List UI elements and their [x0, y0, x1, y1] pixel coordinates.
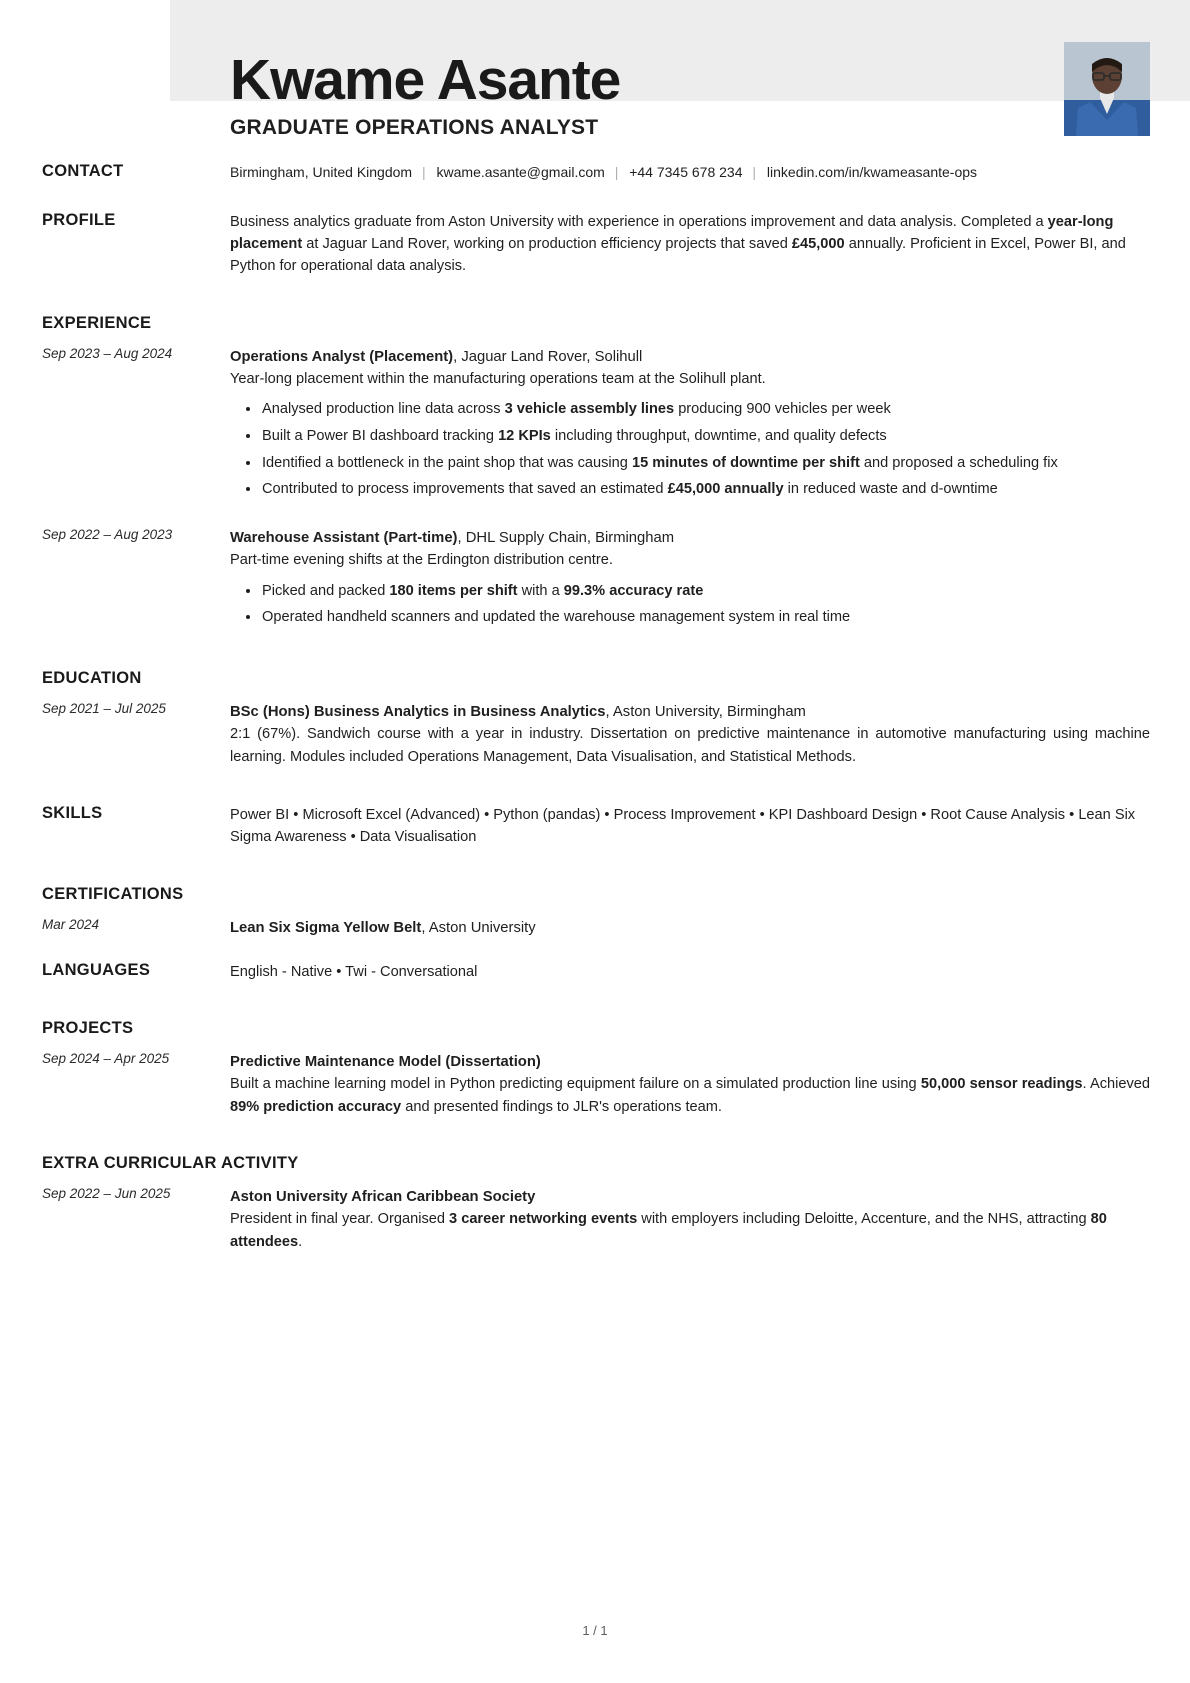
entry-summary: Year-long placement within the manufacturing operations team at the Solihull plant.	[230, 370, 766, 387]
contact-separator-icon: |	[752, 164, 757, 180]
section-education-heading	[42, 669, 1150, 688]
skill-item: Data Visualisation	[359, 829, 477, 846]
language-item: Twi - Conversational	[345, 963, 478, 980]
section-title-skills: SKILLS	[42, 804, 103, 823]
section-experience-heading	[42, 314, 1150, 333]
skill-item: Power BI	[230, 807, 290, 824]
emphasis-text: 12 KPIs	[498, 427, 551, 444]
emphasis-text: 3 career networking events	[449, 1211, 638, 1228]
section-certifications-heading	[42, 885, 1150, 904]
plain-text: including throughput, downtime, and quality defects	[550, 427, 887, 444]
entry-row	[42, 527, 1150, 633]
contact-section-label-wrap	[42, 162, 230, 181]
certifications-section-label-wrap	[42, 885, 230, 904]
entry-date-range: Sep 2022 – Jun 2025	[42, 1186, 171, 1202]
bullet-separator-icon: •	[346, 829, 360, 846]
section-title-projects: PROJECTS	[42, 1018, 134, 1037]
contact-phone[interactable]: +44 7345 678 234	[629, 164, 743, 180]
entry-title-primary: Predictive Maintenance Model (Dissertation)	[230, 1053, 541, 1070]
entry-description	[230, 1073, 1150, 1118]
experience-entries	[42, 346, 1150, 633]
entry-title-primary: Warehouse Assistant (Part-time)	[230, 529, 458, 546]
projects-section-label-wrap	[42, 1019, 230, 1038]
section-title-education: EDUCATION	[42, 668, 142, 687]
entry-date-wrap	[42, 527, 230, 542]
entry-title-secondary: , Aston University	[421, 919, 536, 936]
entry-title-primary: BSc (Hons) Business Analytics in Business Analytics	[230, 703, 606, 720]
entry-date-wrap	[42, 701, 230, 716]
job-title-subtitle: GRADUATE OPERATIONS ANALYST	[230, 116, 599, 139]
list-item	[262, 606, 1150, 629]
entry-row	[42, 1051, 1150, 1118]
certification-entries	[42, 917, 1150, 939]
entry-row	[42, 346, 1150, 505]
entry-date-wrap	[42, 1186, 230, 1201]
plain-text: Contributed to process improvements that saved an estimated	[262, 481, 668, 498]
contact-linkedin[interactable]: linkedin.com/in/kwameasante-ops	[766, 164, 978, 180]
entry-summary: Part-time evening shifts at the Erdington distribution centre.	[230, 551, 613, 568]
entry-title	[230, 701, 1150, 723]
entry-date-wrap	[42, 917, 230, 932]
entry-title-secondary: , Jaguar Land Rover, Solihull	[453, 348, 643, 365]
emphasis-text: 15 minutes of downtime per shift	[631, 454, 860, 471]
plain-text: Built a machine learning model in Python predicting equipment failure on a simulated production line using	[230, 1076, 921, 1093]
skill-item: Lean Six Sigma Awareness	[230, 807, 1136, 846]
skill-item: Root Cause Analysis	[930, 807, 1066, 824]
education-section-label-wrap	[42, 669, 230, 688]
contact-separator-icon: |	[421, 164, 426, 180]
entry-date-range: Sep 2021 – Jul 2025	[42, 700, 166, 716]
entry-date-range: Sep 2023 – Aug 2024	[42, 345, 173, 361]
languages-list	[230, 961, 1150, 983]
skill-item: Process Improvement	[613, 807, 756, 824]
entry-title-primary: Lean Six Sigma Yellow Belt	[230, 919, 422, 936]
entry-title	[230, 1186, 1150, 1208]
languages-section-label-wrap	[42, 961, 230, 980]
section-title-languages: LANGUAGES	[42, 960, 151, 979]
plain-text: . Achieved	[1082, 1076, 1151, 1093]
plain-text: with a	[517, 582, 564, 599]
skills-section-label-wrap	[42, 804, 230, 823]
plain-text: Built a Power BI dashboard tracking	[262, 427, 499, 444]
plain-text: with employers including Deloitte, Accenture, and the NHS, attracting	[637, 1211, 1091, 1228]
entry-title	[230, 527, 1150, 549]
plain-text: Analysed production line data across	[262, 401, 505, 418]
entry-date-range: Mar 2024	[42, 916, 100, 932]
bullet-separator-icon: •	[480, 807, 494, 824]
bullet-separator-icon: •	[332, 963, 346, 980]
page-footer	[0, 1623, 1190, 1638]
plain-text: President in final year. Organised	[230, 1211, 450, 1228]
section-contact	[42, 162, 1150, 183]
emphasis-text: 99.3% accuracy rate	[563, 582, 704, 599]
section-extra-curricular-heading	[42, 1154, 1150, 1173]
entry-bullet-list	[230, 398, 1150, 500]
list-item	[262, 478, 1150, 501]
emphasis-text: year-long placement	[230, 214, 1114, 253]
contact-email[interactable]: kwame.asante@gmail.com	[436, 164, 605, 180]
bullet-separator-icon: •	[755, 807, 769, 824]
emphasis-text: £45,000	[791, 236, 845, 253]
entry-date-wrap	[42, 346, 230, 361]
skill-item: KPI Dashboard Design	[768, 807, 918, 824]
extra-curricular-section-label-wrap	[42, 1154, 299, 1173]
profile-photo-icon	[1064, 42, 1150, 136]
contact-location: Birmingham, United Kingdom	[230, 164, 413, 180]
contact-details	[230, 162, 1150, 183]
list-item	[262, 425, 1150, 448]
section-profile	[42, 211, 1150, 278]
language-item: English - Native	[230, 963, 333, 980]
entry-row	[42, 701, 1150, 768]
bullet-separator-icon: •	[1065, 807, 1079, 824]
plain-text: Identified a bottleneck in the paint shop that was causing	[262, 454, 632, 471]
entry-body	[230, 527, 1150, 633]
plain-text: Operated handheld scanners and updated the warehouse management system in real time	[262, 609, 851, 626]
skill-item: Microsoft Excel (Advanced)	[302, 807, 481, 824]
project-entries	[42, 1051, 1150, 1118]
entry-title-secondary: , Aston University, Birmingham	[605, 703, 806, 720]
entry-title	[230, 1051, 1150, 1073]
extra-curricular-entries	[42, 1186, 1150, 1253]
section-title-certifications: CERTIFICATIONS	[42, 884, 184, 903]
entry-body	[230, 1051, 1150, 1118]
contact-separator-icon: |	[614, 164, 619, 180]
entry-body	[230, 701, 1150, 768]
emphasis-text: 180 items per shift	[389, 582, 518, 599]
emphasis-text: 3 vehicle assembly lines	[504, 401, 675, 418]
education-entries	[42, 701, 1150, 768]
entry-description: 2:1 (67%). Sandwich course with a year in industry. Dissertation on predictive maintenance in automotive manufacturing using machine learning. Modules included Operations Management, Data Visualisation, and Statistical Methods.	[230, 725, 1150, 765]
entry-title-secondary: , DHL Supply Chain, Birmingham	[457, 529, 675, 546]
bullet-separator-icon: •	[289, 807, 303, 824]
page-title: Kwame Asante	[230, 48, 621, 112]
section-title-contact: CONTACT	[42, 162, 124, 180]
entry-title	[230, 917, 1150, 939]
plain-text: in reduced waste and d-owntime	[783, 481, 998, 498]
section-title-profile: PROFILE	[42, 211, 116, 229]
emphasis-text: 80 attendees	[230, 1211, 1107, 1251]
entry-title	[230, 346, 1150, 368]
plain-text: .	[298, 1234, 303, 1251]
section-skills	[42, 804, 1150, 848]
entry-date-range: Sep 2024 – Apr 2025	[42, 1050, 170, 1066]
plain-text: producing 900 vehicles per week	[674, 401, 891, 418]
emphasis-text: 89% prediction accuracy	[230, 1098, 402, 1115]
entry-row	[42, 1186, 1150, 1253]
emphasis-text: £45,000 annually	[667, 481, 784, 498]
entry-bullet-list	[230, 580, 1150, 629]
list-item	[262, 398, 1150, 421]
entry-title-primary: Aston University African Caribbean Society	[230, 1189, 536, 1206]
plain-text: and proposed a scheduling fix	[859, 454, 1058, 471]
plain-text: at Jaguar Land Rover, working on production efficiency projects that saved	[302, 236, 792, 253]
profile-text	[230, 211, 1150, 278]
entry-date-range: Sep 2022 – Aug 2023	[42, 526, 173, 542]
section-projects-heading	[42, 1019, 1150, 1038]
entry-title-primary: Operations Analyst (Placement)	[230, 348, 454, 365]
plain-text: and presented findings to JLR's operations team.	[401, 1098, 722, 1115]
experience-section-label-wrap	[42, 314, 230, 333]
profile-section-label-wrap	[42, 211, 230, 230]
emphasis-text: 50,000 sensor readings	[920, 1076, 1083, 1093]
section-languages	[42, 961, 1150, 983]
section-title-experience: EXPERIENCE	[42, 313, 152, 332]
entry-body	[230, 917, 1150, 939]
resume-header	[42, 0, 1150, 140]
list-item	[262, 452, 1150, 475]
skill-item: Python (pandas)	[493, 807, 601, 824]
avatar	[1064, 42, 1150, 136]
entry-description	[230, 1208, 1150, 1253]
entry-body	[230, 346, 1150, 505]
entry-row	[42, 917, 1150, 939]
bullet-separator-icon: •	[917, 807, 931, 824]
plain-text: annually. Proficient in Excel, Power BI, and Python for operational data analysis.	[230, 236, 1126, 275]
entry-date-wrap	[42, 1051, 230, 1066]
bullet-separator-icon: •	[600, 807, 614, 824]
page-indicator: 1 / 1	[582, 1623, 608, 1638]
entry-body	[230, 1186, 1150, 1253]
plain-text: Picked and packed	[262, 582, 390, 599]
skills-list	[230, 804, 1150, 848]
plain-text: Business analytics graduate from Aston University with experience in operations improvement and data analysis. Completed a	[230, 214, 1048, 230]
list-item	[262, 580, 1150, 603]
section-title-extra-curricular: EXTRA CURRICULAR ACTIVITY	[42, 1154, 299, 1173]
